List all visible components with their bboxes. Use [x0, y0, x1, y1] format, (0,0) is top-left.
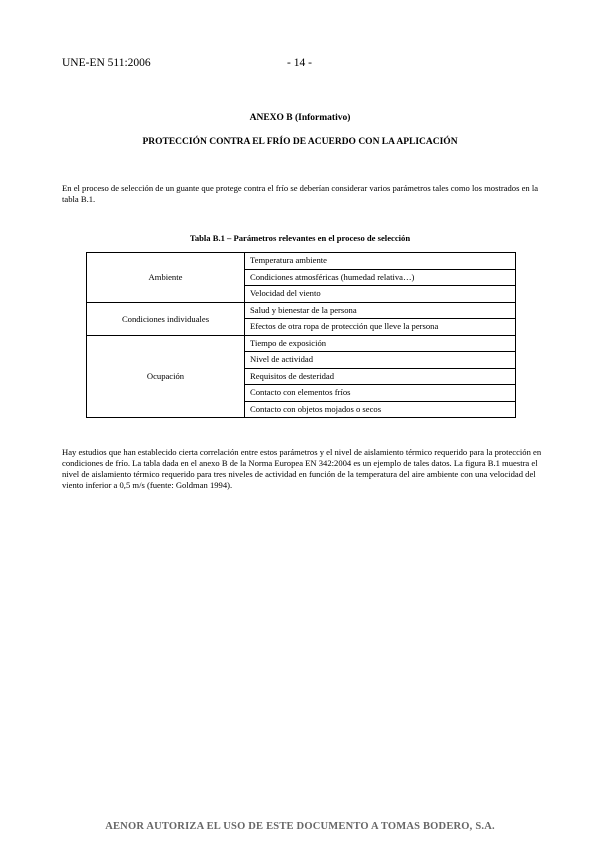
table-item: Salud y bienestar de la persona	[245, 303, 515, 320]
document-standard-code: UNE-EN 511:2006	[62, 57, 151, 69]
table-item: Tiempo de exposición	[245, 336, 515, 353]
table-item: Condiciones atmosféricas (humedad relativa…)	[245, 270, 515, 287]
table-row	[87, 302, 516, 335]
table-category-cell: Ambiente	[87, 253, 245, 303]
table-item: Temperatura ambiente	[245, 253, 515, 270]
table-items-cell	[245, 302, 516, 335]
table-row	[87, 253, 516, 303]
table-item: Contacto con objetos mojados o secos	[250, 403, 382, 414]
table-item: Efectos de otra ropa de protección que lleve la persona	[250, 321, 439, 331]
table-category-cell: Ocupación	[87, 335, 245, 418]
page-number: - 14 -	[287, 57, 312, 69]
table-row	[87, 335, 516, 418]
table-item: Velocidad del viento	[250, 288, 321, 298]
annex-subtitle: PROTECCIÓN CONTRA EL FRÍO DE ACUERDO CON LA APLICACIÓN	[142, 137, 458, 147]
table-caption: Tabla B.1 – Parámetros relevantes en el proceso de selección	[189, 233, 411, 243]
table-category-cell: Condiciones individuales	[87, 302, 245, 335]
table-item: Contacto con elementos fríos	[245, 385, 515, 402]
table-item: Nivel de actividad	[245, 352, 515, 369]
table-item: Requisitos de desteridad	[245, 369, 515, 386]
table-items-cell	[245, 253, 516, 303]
license-footer: AENOR AUTORIZA EL USO DE ESTE DOCUMENTO A TOMAS BODERO, S.A.	[105, 821, 495, 832]
second-paragraph: Hay estudios que han establecido cierta correlación entre estos parámetros y el nivel de aislamiento térmico requerido para la protección en condiciones de frío. La tabla dada en el anexo B de la Norma Europea EN 342:2004 es un ejemplo de tales datos. La figura B.1 muestra el nivel de aislamiento térmico requerido para tres niveles de actividad en función de la temperatura del aire ambiente con una velocidad del viento inferior a 0,5 m/s (fuente: Goldman 1994).	[62, 447, 542, 490]
annex-title: ANEXO B (Informativo)	[249, 113, 351, 123]
intro-paragraph: En el proceso de selección de un guante que protege contra el frío se deberían considerar varios parámetros tales como los mostrados en la tabla B.1.	[62, 183, 539, 204]
parameters-table	[86, 252, 516, 418]
table-items-cell	[245, 335, 516, 418]
